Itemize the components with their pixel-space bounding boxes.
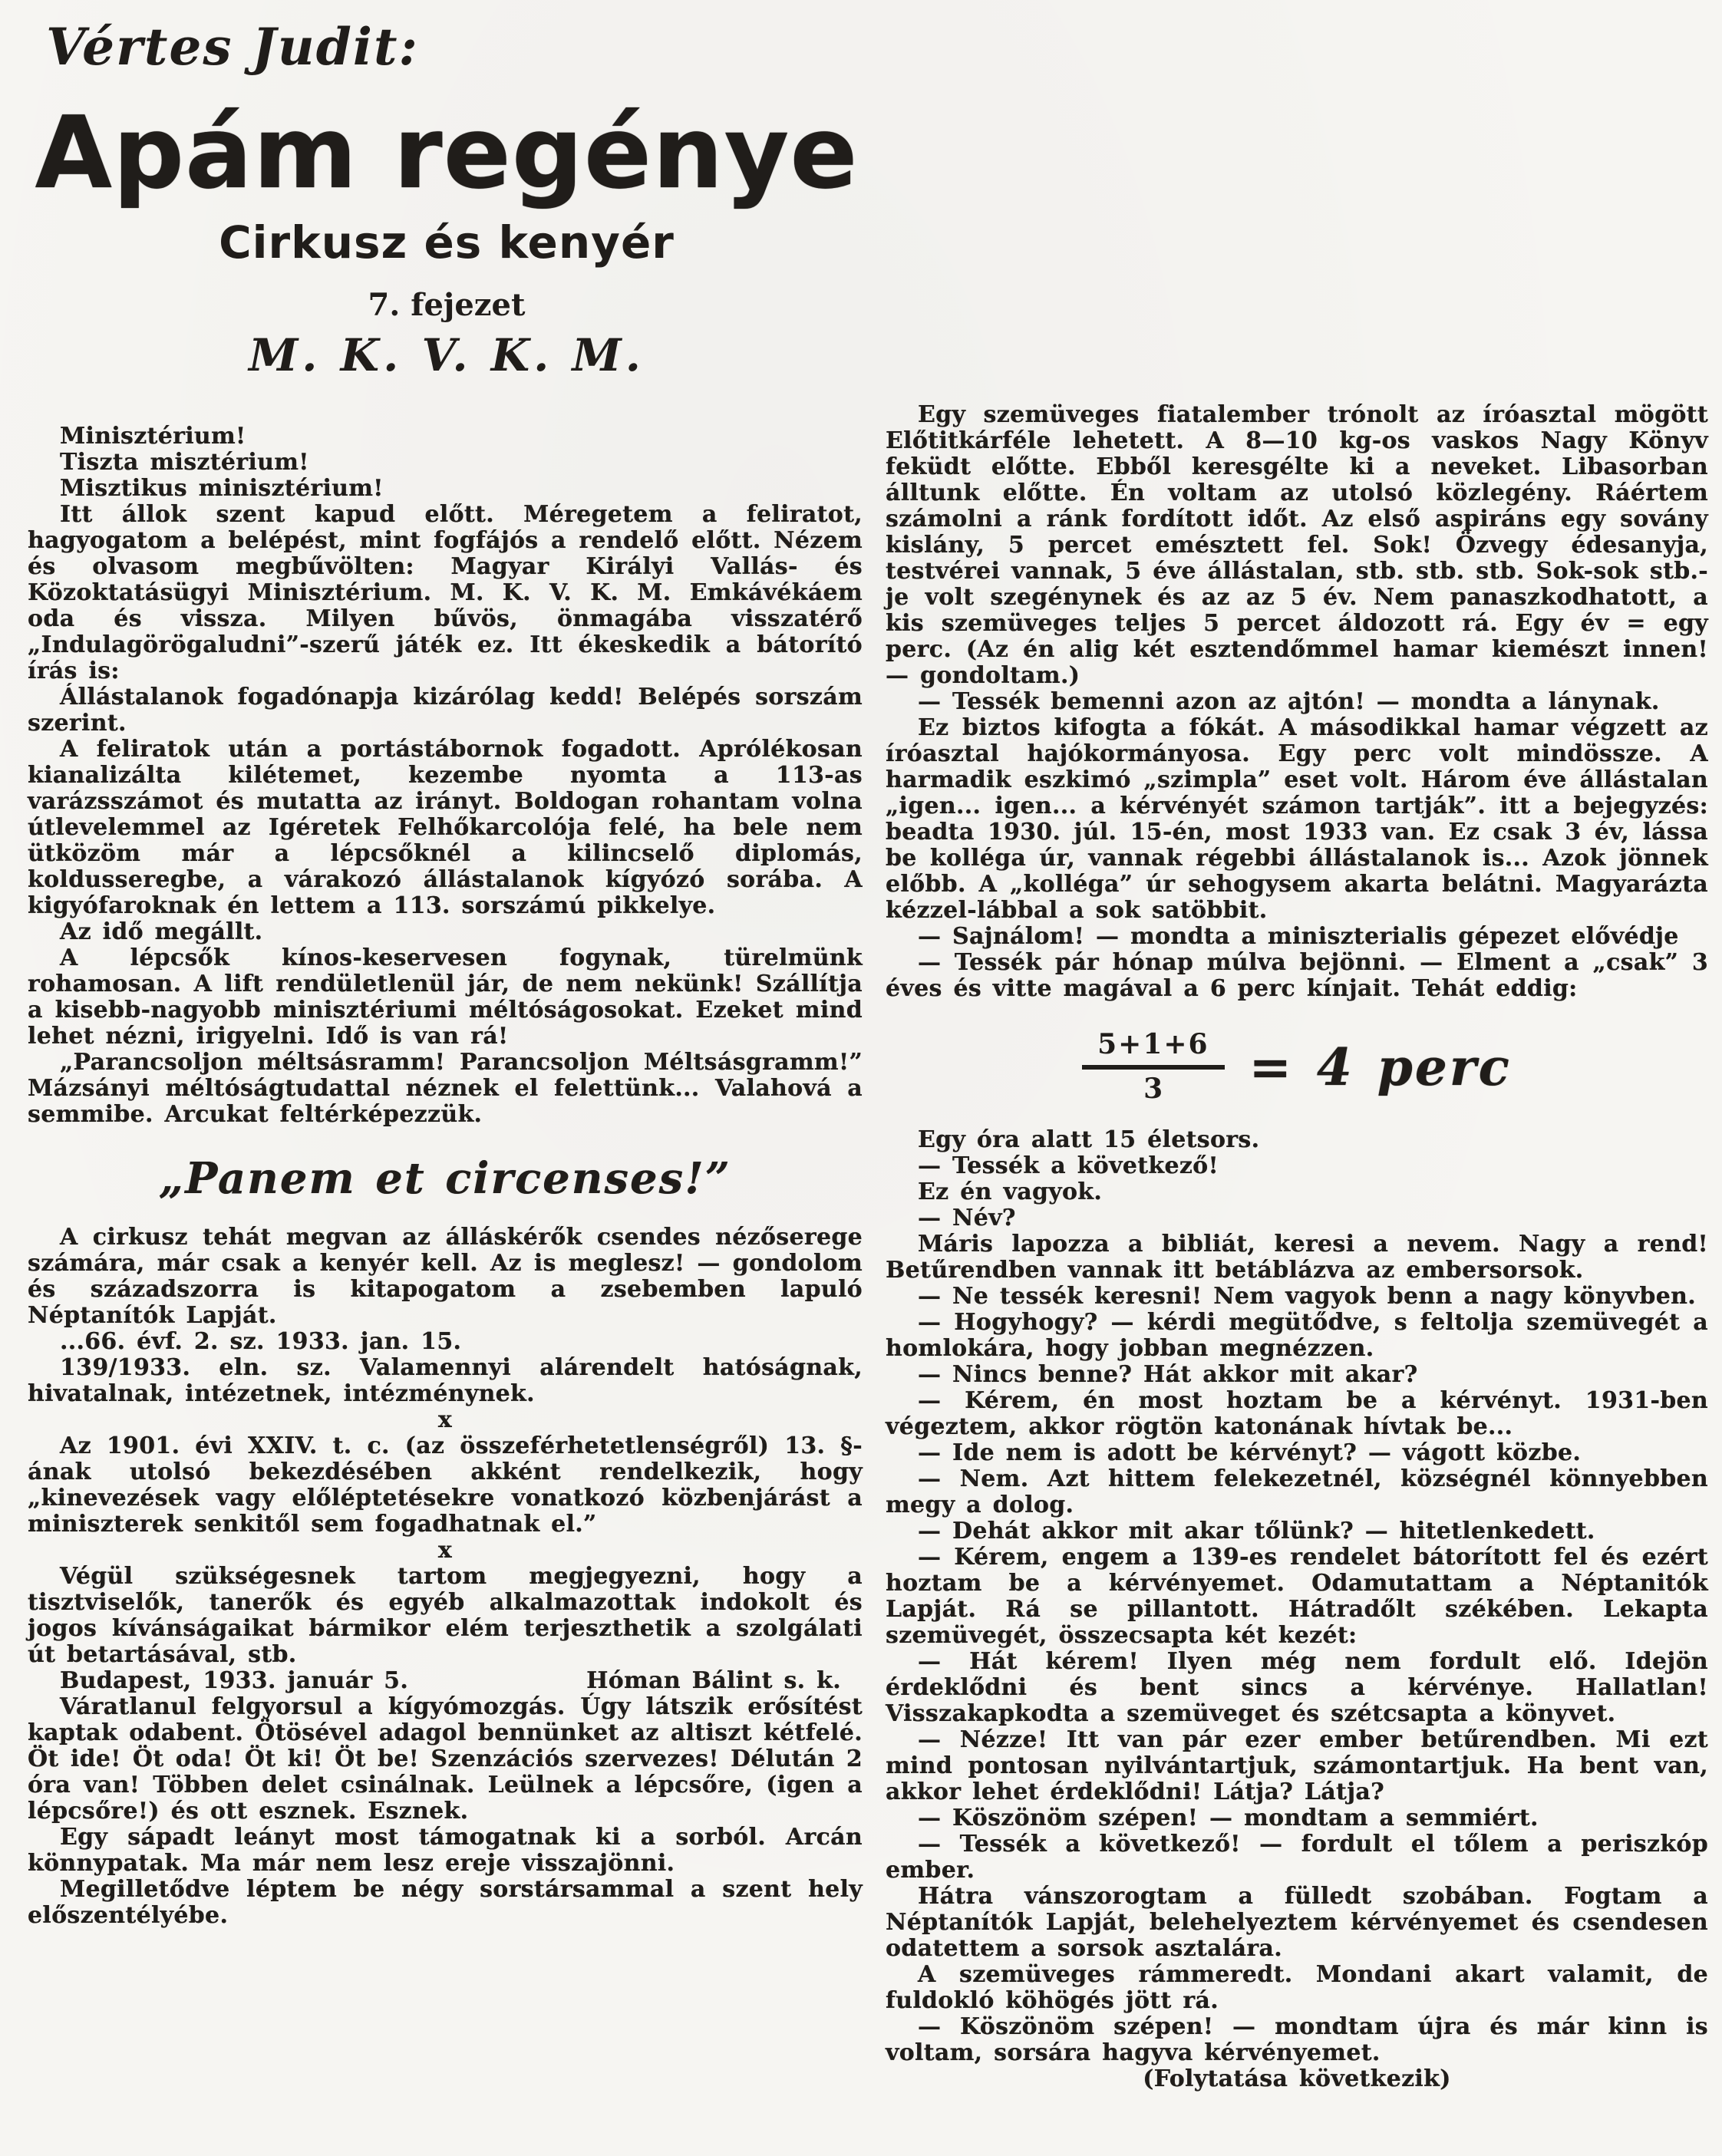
paragraph: Máris lapozza a bibliát, keresi a nevem. Nagy a rend! Betűrendben vannak itt betáblázva az embersorsok. <box>886 1231 1708 1284</box>
paragraph: A lépcsők kínos-keservesen fogynak, türelmünk rohamosan. A lift rendületlenül jár, de nem nekünk! Szállítja a kisebb-nagyobb minisztériumi méltóságosokat. Ezeket mind lehet nézni, irigyelni. Idő is van rá! <box>28 944 863 1050</box>
dateline-signature: Hóman Bálint s. k. <box>586 1666 841 1694</box>
paragraph: — Tessék pár hónap múlva bejönni. — Elment a „csak” 3 éves és vitte magával a 6 perc kínjait. Tehát eddig: <box>886 949 1708 1002</box>
paragraph: — Nem. Azt hittem felekezetnél, községnél könnyebben megy a dolog. <box>886 1465 1708 1519</box>
paragraph: — Tessék a következő! — fordult el tőlem a periszkóp ember. <box>886 1831 1708 1884</box>
paragraph: Egy óra alatt 15 életsors. <box>918 1126 1260 1154</box>
paragraph: Hátra vánszorogtam a fülledt szobában. Fogtam a Néptanítók Lapját, belehelyeztem kérvényemet és csendesen odatettem a sorsok asztalára. <box>886 1883 1708 1963</box>
paragraph: — Kérem, engem a 139-es rendelet bátorított fel és ezért hoztam be a kérvényemet. Odamutattam a Néptanitók Lapját. Rá se pillantott. Hátradőlt székében. Lekapta szemüvegét, összecsapta két kezét: <box>886 1544 1708 1650</box>
continuation-note: (Folytatása következik) <box>1143 2065 1451 2093</box>
fraction-denominator: 3 <box>1143 1072 1163 1105</box>
paragraph: — Sajnálom! — mondta a miniszterialis gépezet elővédje <box>918 923 1679 950</box>
dateline <box>28 1668 863 1694</box>
paragraph: — Hogyhogy? — kérdi megütődve, s feltolja szemüvegét a homlokára, hogy jobban megnézzen. <box>886 1309 1708 1363</box>
paragraph: Végül szükségesnek tartom megjegyezni, hogy a tisztviselők, tanerők és egyéb alkalmazottak indokolt és jogos kívánságaikat bármikor elém terjeszthetik a szolgálati út betartásával, stb. <box>28 1562 863 1668</box>
paragraph: A feliratok után a portástábornok fogadott. Aprólékosan kianalizálta kilétemet, kezembe nyomta a 113-as varázsszámot és mutatta az irányt. Boldogan rohantam volna útlevelemmel az Igéretek Felhőkarcolója felé, ha bele nem ütközöm már a lépcsőknél a kilincselő diplomás, koldusseregbe, a várakozó állástalanok kígyózó sorába. A kigyófaroknak én lettem a 113. sorszámú pikkelye. <box>28 736 863 919</box>
section-separator: x <box>437 1536 453 1564</box>
chapter-title: M. K. V. K. M. <box>249 329 645 381</box>
fraction <box>1082 1030 1224 1104</box>
paragraph: — Ide nem is adott be kérvényt? — vágott közbe. <box>918 1439 1582 1467</box>
right-column <box>886 402 1708 2092</box>
dateline-place: Budapest, 1933. január 5. <box>60 1666 409 1694</box>
paragraph: „Parancsoljon méltsásramm! Parancsoljon Méltsásgramm!” Mázsányi méltóságtudattal néznek el felettünk... Valahová a semmibe. Arcukat feltérképezzük. <box>28 1049 863 1128</box>
paragraph: — Köszönöm szépen! — mondtam újra és már kinn is voltam, sorsára hagyva kérvényemet. <box>886 2013 1708 2067</box>
paragraph: Az idő megállt. <box>60 918 263 945</box>
paragraph: — Tessék bemenni azon az ajtón! — mondta a lánynak. <box>918 688 1660 715</box>
paragraph: — Hát kérem! Ilyen még nem fordult elő. Idejön érdeklődni és bent sincs a kérvénye. Hallatlan! Visszakapkodta a szemüveget és szétcsapta a könyvet. <box>886 1648 1708 1728</box>
paragraph: — Dehát akkor mit akar tőlünk? — hitetlenkedett. <box>918 1518 1595 1545</box>
paragraph: Ez biztos kifogta a fókát. A másodikkal hamar végzett az íróasztal hajókormányosa. Egy perc volt mindössze. A harmadik eszkimó „szimpla” eset volt. Három éve állástalan „igen... igen... a kérvényét számon tartják”. itt a bejegyzés: beadta 1930. júl. 15-én, most 1933 van. Ez csak 3 év, lássa be kolléga úr, vannak régebbi állástalanok is... Azok jönnek előbb. A „kolléga” úr sehogysem akarta belátni. Magyarázta kézzel-lábbal a sok satöbbit. <box>886 714 1708 924</box>
paragraph: — Nézze! Itt van pár ezer ember betűrendben. Mi ezt mind pontosan nyilvántartjuk, számontartjuk. Ha bent van, akkor lehet érdeklődni! Látja? Látja? <box>886 1726 1708 1806</box>
paragraph: Itt állok szent kapud előtt. Méregetem a feliratot, hagyogatom a belépést, mint fogfájós a rendelő előtt. Nézem és olvasom megbűvölten: Magyar Királyi Vallás- és Közoktatásügyi Minisztérium. M. K. V. K. M. Emkávékáem oda és vissza. Milyen bűvös, önmagába visszatérő „Indulagörögaludni”-szerű játék ez. Itt ékeskedik a bátorító írás is: <box>28 501 863 684</box>
paragraph: — Tessék a következő! <box>918 1152 1219 1180</box>
paragraph: Váratlanul felgyorsul a kígyómozgás. Úgy látszik erősítést kaptak odabent. Ötösével adagol bennünket az altiszt kétfelé. Öt ide! Öt oda! Öt ki! Öt be! Szenzációs szervezes! Délután 2 óra van! Többen delet csinálnak. Leülnek a lépcsőre, (igen a lépcsőre!) és ott esznek. Esznek. <box>28 1693 863 1825</box>
paragraph: ...66. évf. 2. sz. 1933. jan. 15. <box>60 1327 462 1355</box>
article-title: Apám regénye <box>35 94 859 211</box>
paragraph: Egy sápadt leányt most támogatnak ki a sorból. Arcán könnypatak. Ma már nem lesz ereje visszajönni. <box>28 1823 863 1877</box>
paragraph: Ez én vagyok. <box>918 1179 1103 1206</box>
paragraph: Az 1901. évi XXIV. t. c. (az összeférhetetlenségről) 13. §-ának utolsó bekezdésében akként rendelkezik, hogy „kinevezések vagy előléptetésekre vonatkozó közbenjárást a miniszterek senkitől sem fogadhatnak el.” <box>28 1432 863 1538</box>
paragraph: Tiszta misztérium! <box>60 449 309 476</box>
left-column <box>28 424 863 1929</box>
paragraph: — Nincs benne? Hát akkor mit akar? <box>918 1361 1418 1389</box>
paragraph: Egy szemüveges fiatalember trónolt az íróasztal mögött Előtitkárféle lehetett. A 8—10 kg-os vaskos Nagy Könyv feküdt előtte. Ebből keresgélte ki a neveket. Libasorban álltunk előtte. Én voltam az utolsó közlegény. Ráértem számolni a ránk fordított időt. Az első aspiráns egy sovány kislány, 5 percet emésztett fel. Sok! Özvegy édesanyja, testvérei vannak, 5 éve állástalan, stb. stb. stb. Sok-sok stb.-je volt szegénynek és az az 5 év. Nem panaszkodhatott, a kis szemüveges teljes 5 percet áldozott rá. Egy év = egy perc. (Az én alig két esztendőmmel hamar kiemészt innen! — gondoltam.) <box>886 401 1708 689</box>
author-byline: Vértes Judit: <box>46 17 419 77</box>
paragraph: Megilletődve léptem be négy sorstársammal a szent hely előszentélyébe. <box>28 1875 863 1929</box>
paragraph: Minisztérium! <box>60 423 246 450</box>
paragraph: 139/1933. eln. sz. Valamennyi alárendelt hatóságnak, hivatalnak, intézetnek, intézménynek. <box>28 1353 863 1407</box>
paragraph: Misztikus minisztérium! <box>60 475 384 502</box>
paragraph: A cirkusz tehát megvan az álláskérők csendes nézőserege számára, már csak a kenyér kell. Az is meglesz! — gondolom és századszorra is kitapogatom a zsebemben lapuló Néptanítók Lapját. <box>28 1223 863 1329</box>
section-separator: x <box>437 1406 453 1433</box>
paragraph: — Köszönöm szépen! — mondtam a semmiért. <box>918 1805 1539 1832</box>
article-header <box>28 17 866 381</box>
article-subtitle: Cirkusz és kenyér <box>219 216 675 269</box>
fraction-numerator: 5+1+6 <box>1082 1030 1224 1070</box>
paragraph: A szemüveges rámmeredt. Mondani akart valamit, de fuldokló köhögés jött rá. <box>886 1961 1708 2015</box>
formula <box>886 1030 1708 1104</box>
paragraph: — Név? <box>918 1205 1016 1232</box>
paragraph: — Kérem, én most hoztam be a kérvényt. 1931-ben végeztem, akkor rögtön katonának hívtak be... <box>886 1387 1708 1441</box>
paragraph: Állástalanok fogadónapja kizárólag kedd! Belépés sorszám szerint. <box>28 684 863 737</box>
section-heading: „Panem et circenses!” <box>159 1153 731 1204</box>
formula-result: = 4 perc <box>1249 1037 1512 1097</box>
chapter-number: 7. fejezet <box>368 287 526 323</box>
paragraph: — Ne tessék keresni! Nem vagyok benn a nagy könyvben. <box>918 1283 1696 1310</box>
